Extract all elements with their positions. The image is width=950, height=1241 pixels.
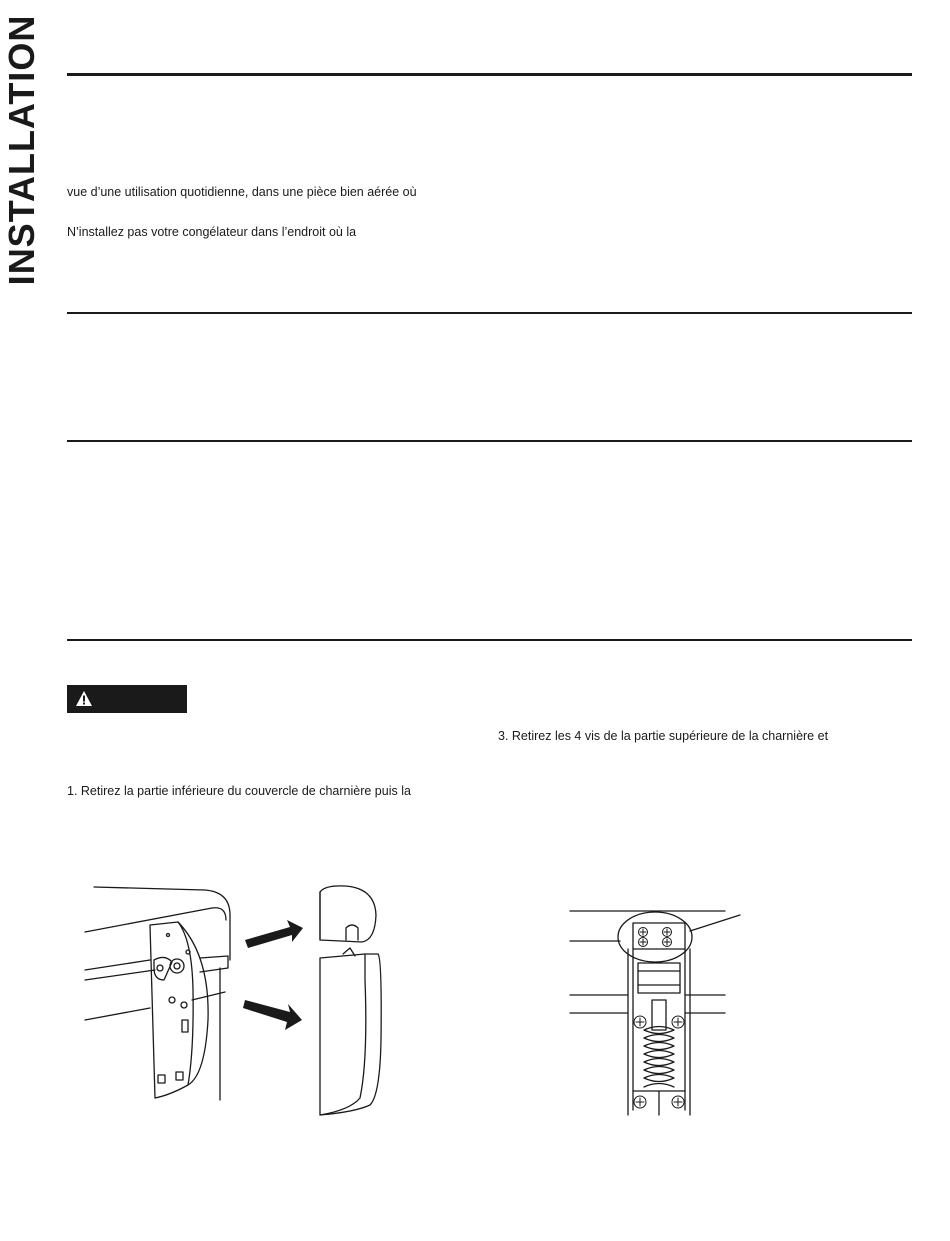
do-not-install-paragraph: N’installez pas votre congélateur dans l’endroit où la bbox=[67, 225, 357, 239]
section-divider bbox=[67, 440, 912, 442]
hinge-cover-removal-illustration bbox=[80, 880, 400, 1130]
page-title: INSTALLATION bbox=[1, 14, 42, 286]
section-divider bbox=[67, 312, 912, 314]
hinge-screws-illustration bbox=[560, 905, 760, 1120]
warning-banner bbox=[67, 685, 187, 713]
section-divider bbox=[67, 73, 912, 76]
step-1-text: 1. Retirez la partie inférieure du couvercle de charnière puis la bbox=[67, 784, 411, 798]
location-paragraph: vue d’une utilisation quotidienne, dans une pièce bien aérée où bbox=[67, 185, 417, 199]
warning-triangle-icon bbox=[75, 690, 93, 707]
step-3-text: 3. Retirez les 4 vis de la partie supérieure de la charnière et bbox=[498, 729, 829, 743]
section-divider bbox=[67, 639, 912, 641]
